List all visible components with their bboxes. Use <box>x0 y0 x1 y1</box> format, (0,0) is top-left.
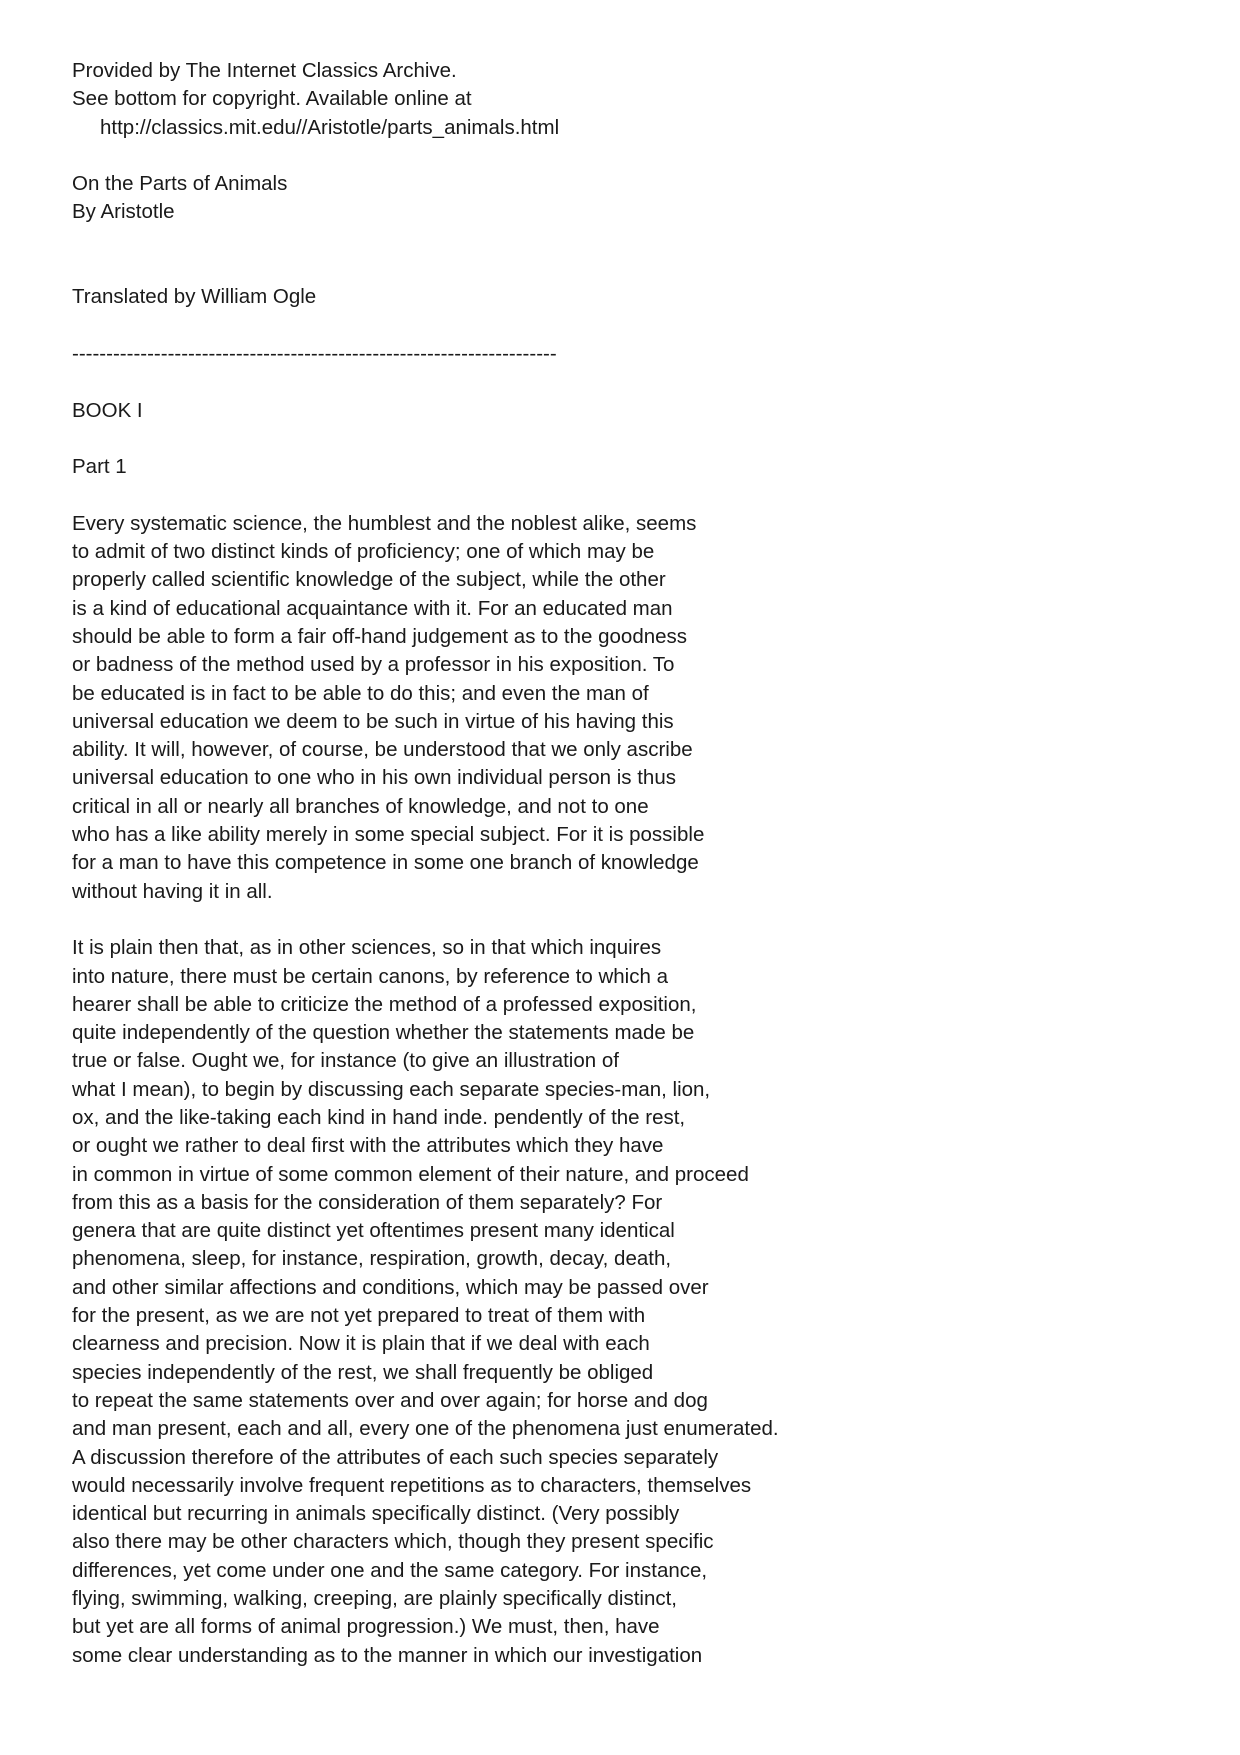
text-line: ox, and the like-taking each kind in hand inde. pendently of the rest, <box>72 1105 686 1129</box>
text-line: who has a like ability merely in some special subject. For it is possible <box>72 823 705 847</box>
text-line: true or false. Ought we, for instance (to give an illustration of <box>72 1049 619 1073</box>
provided-by-line: Provided by The Internet Classics Archive. <box>72 59 457 82</box>
text-line: It is plain then that, as in other sciences, so in that which inquires <box>72 936 662 960</box>
author-line: By Aristotle <box>72 200 175 224</box>
text-line: and man present, each and all, every one of the phenomena just enumerated. <box>72 1417 779 1441</box>
text-line: from this as a basis for the consideration of them separately? For <box>72 1190 663 1214</box>
text-line: to repeat the same statements over and over again; for horse and dog <box>72 1388 708 1412</box>
translator-line: Translated by William Ogle <box>72 285 317 309</box>
work-title: On the Parts of Animals <box>72 172 288 196</box>
spacer <box>72 312 1192 340</box>
spacer <box>72 425 1192 453</box>
spacer <box>72 227 1192 255</box>
spacer <box>72 481 1192 509</box>
text-line: for a man to have this competence in some one branch of knowledge <box>72 851 699 875</box>
text-line: species independently of the rest, we shall frequently be obliged <box>72 1360 654 1384</box>
text-line: properly called scientific knowledge of the subject, while the other <box>72 568 666 592</box>
text-line: would necessarily involve frequent repetitions as to characters, themselves <box>72 1473 752 1497</box>
text-line: without having it in all. <box>72 879 273 903</box>
text-line: into nature, there must be certain canons, by reference to which a <box>72 964 668 988</box>
text-line: and other similar affections and conditions, which may be passed over <box>72 1275 709 1299</box>
source-url: http://classics.mit.edu//Aristotle/parts_animals.html <box>100 115 560 139</box>
text-line: hearer shall be able to criticize the method of a professed exposition, <box>72 992 697 1016</box>
text-line: for the present, as we are not yet prepared to treat of them with <box>72 1304 646 1328</box>
text-line: flying, swimming, walking, creeping, are plainly specifically distinct, <box>72 1587 677 1611</box>
text-line: phenomena, sleep, for instance, respiration, growth, decay, death, <box>72 1247 672 1271</box>
text-line: Every systematic science, the humblest and the noblest alike, seems <box>72 511 697 535</box>
spacer <box>72 255 1192 283</box>
book-heading: BOOK I <box>72 398 143 422</box>
document-page <box>72 57 1192 1670</box>
spacer <box>72 906 1192 934</box>
text-line: be educated is in fact to be able to do this; and even the man of <box>72 681 649 705</box>
text-line: some clear understanding as to the manner in which our investigation <box>72 1643 703 1667</box>
copyright-note-line: See bottom for copyright. Available online at <box>72 87 472 111</box>
text-line: genera that are quite distinct yet oftentimes present many identical <box>72 1219 675 1243</box>
text-line: A discussion therefore of the attributes of each such species separately <box>72 1445 719 1469</box>
spacer <box>72 142 1192 170</box>
text-line: critical in all or nearly all branches of knowledge, and not to one <box>72 794 649 818</box>
text-line: universal education to one who in his own individual person is thus <box>72 766 676 790</box>
text-line: but yet are all forms of animal progression.) We must, then, have <box>72 1615 660 1639</box>
text-line: clearness and precision. Now it is plain that if we deal with each <box>72 1332 650 1356</box>
text-line: or ought we rather to deal first with the attributes which they have <box>72 1134 664 1158</box>
text-line: identical but recurring in animals specifically distinct. (Very possibly <box>72 1502 680 1526</box>
text-line: to admit of two distinct kinds of proficiency; one of which may be <box>72 540 655 564</box>
paragraph-1 <box>72 510 1192 906</box>
text-line: differences, yet come under one and the same category. For instance, <box>72 1558 708 1582</box>
text-line: in common in virtue of some common element of their nature, and proceed <box>72 1162 749 1186</box>
separator-line: ----------------------------------------------------------------------- <box>72 341 557 365</box>
text-line: ability. It will, however, of course, be understood that we only ascribe <box>72 738 693 762</box>
text-line: or badness of the method used by a professor in his exposition. To <box>72 653 675 677</box>
text-line: should be able to form a fair off-hand judgement as to the goodness <box>72 624 688 648</box>
text-line: is a kind of educational acquaintance with it. For an educated man <box>72 596 673 620</box>
text-line: what I mean), to begin by discussing each separate species-man, lion, <box>72 1077 711 1101</box>
paragraph-2 <box>72 934 1192 1670</box>
text-line: also there may be other characters which, though they present specific <box>72 1530 714 1554</box>
part-heading: Part 1 <box>72 455 127 479</box>
spacer <box>72 368 1192 396</box>
text-line: quite independently of the question whether the statements made be <box>72 1021 695 1045</box>
text-line: universal education we deem to be such in virtue of his having this <box>72 709 674 733</box>
